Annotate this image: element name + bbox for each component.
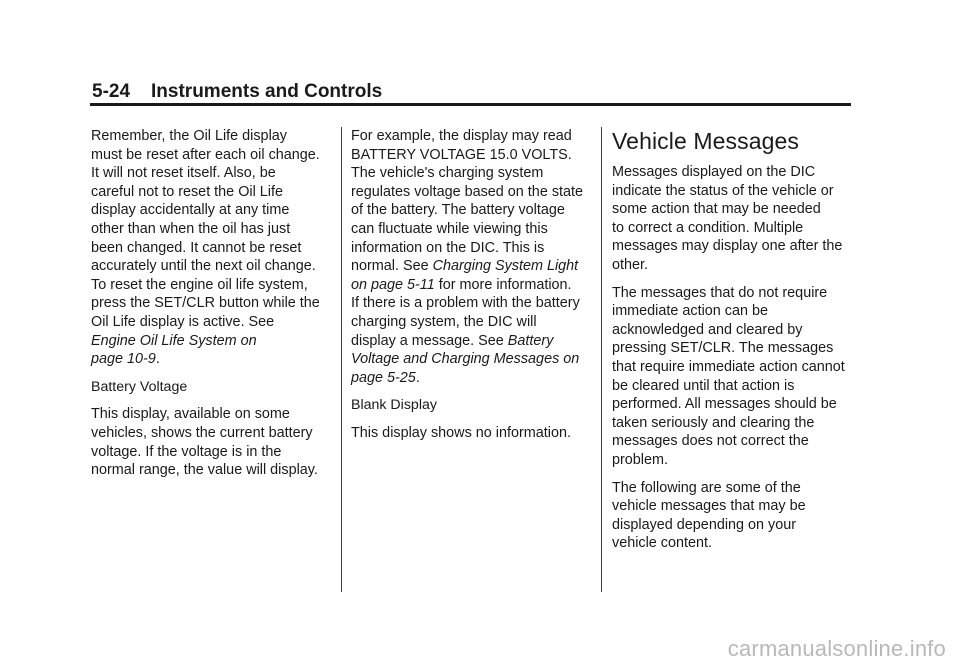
punctuation: .	[415, 369, 420, 386]
text-line: vehicle content.	[612, 535, 712, 552]
text-line: pressing SET/CLR. The messages	[612, 340, 834, 357]
text-line: that require immediate action cannot	[612, 358, 845, 375]
page-header	[92, 81, 382, 103]
cross-reference-link[interactable]: Engine Oil Life System on	[91, 332, 257, 349]
column-2	[351, 127, 591, 452]
watermark: carmanualsonline.info	[727, 636, 946, 661]
cross-reference-link[interactable]: Voltage and Charging Messages on	[351, 351, 580, 368]
column-divider-right	[601, 127, 602, 592]
text-line: regulates voltage based on the state	[351, 183, 584, 200]
text-line: If there is a problem with the battery	[351, 295, 580, 312]
oil-life-reset-paragraph	[91, 127, 331, 369]
text-line: must be reset after each oil change.	[91, 146, 320, 163]
text-segment: for more information.	[434, 276, 572, 293]
messages-list-intro-paragraph	[612, 479, 856, 553]
vehicle-messages-heading: Vehicle Messages	[612, 128, 799, 154]
text-line: other.	[612, 256, 649, 273]
text-line: problem.	[612, 451, 668, 468]
text-line: display accidentally at any time	[91, 202, 290, 219]
text-segment: display a message. See	[351, 332, 508, 349]
text-line: BATTERY VOLTAGE 15.0 VOLTS.	[351, 146, 572, 163]
cross-reference-link[interactable]: page 5-25	[351, 369, 416, 386]
text-line: some action that may be needed	[612, 201, 821, 218]
text-line: displayed depending on your	[612, 516, 797, 533]
text-line: This display shows no information.	[351, 424, 571, 441]
text-line: performed. All messages should be	[612, 396, 837, 413]
text-line: press the SET/CLR button while the	[91, 295, 320, 312]
text-line: messages does not correct the	[612, 433, 809, 450]
text-line: acknowledged and cleared by	[612, 321, 803, 338]
text-line: voltage. If the voltage is in the	[91, 443, 282, 460]
punctuation: .	[155, 351, 160, 368]
text-line: careful not to reset the Oil Life	[91, 183, 283, 200]
text-line: to correct a condition. Multiple	[612, 219, 804, 236]
cross-reference-link[interactable]: page 10-9	[91, 351, 156, 368]
text-line: vehicles, shows the current battery	[91, 424, 313, 441]
text-line: Remember, the Oil Life display	[91, 128, 287, 144]
text-line: taken seriously and clearing the	[612, 414, 815, 431]
text-line: Messages displayed on the DIC	[612, 164, 816, 180]
text-line: indicate the status of the vehicle or	[612, 182, 834, 199]
subheading-blank-display: Blank Display	[351, 397, 437, 414]
blank-display-paragraph	[351, 424, 591, 443]
battery-example-paragraph	[351, 127, 591, 387]
text-line: of the battery. The battery voltage	[351, 202, 565, 219]
text-line: be cleared until that action is	[612, 377, 795, 394]
page-number: 5-24	[92, 81, 131, 102]
text-line: been changed. It cannot be reset	[91, 239, 302, 256]
text-line: The following are some of the	[612, 479, 801, 496]
subheading-battery-voltage: Battery Voltage	[91, 378, 188, 395]
text-line: can fluctuate while viewing this	[351, 220, 548, 237]
cross-reference-link[interactable]: Charging System Light	[432, 258, 579, 275]
messages-intro-paragraph	[612, 163, 856, 275]
text-line: The messages that do not require	[612, 284, 828, 301]
text-line: vehicle messages that may be	[612, 498, 806, 515]
text-segment: normal. See	[351, 258, 433, 275]
text-line: other than when the oil has just	[91, 220, 291, 237]
messages-clearing-paragraph	[612, 284, 856, 470]
text-line: Oil Life display is active. See	[91, 313, 275, 330]
text-line: messages may display one after the	[612, 238, 843, 255]
column-1	[91, 127, 331, 489]
text-line: This display, available on some	[91, 406, 290, 423]
section-title: Instruments and Controls	[151, 81, 383, 102]
column-3	[612, 128, 856, 562]
text-line: immediate action can be	[612, 303, 768, 320]
text-line: normal range, the value will display.	[91, 462, 318, 479]
text-line: The vehicle's charging system	[351, 165, 544, 182]
cross-reference-link[interactable]: on page 5-11	[351, 276, 435, 293]
text-line: For example, the display may read	[351, 128, 572, 144]
text-line: It will not reset itself. Also, be	[91, 165, 276, 182]
text-line: accurately until the next oil change.	[91, 258, 316, 275]
text-line: To reset the engine oil life system,	[91, 276, 308, 293]
cross-reference-link[interactable]: Battery	[507, 332, 554, 349]
battery-voltage-paragraph	[91, 405, 331, 479]
header-rule	[90, 103, 851, 106]
text-line: information on the DIC. This is	[351, 239, 545, 256]
text-line: charging system, the DIC will	[351, 313, 537, 330]
column-divider-left	[341, 127, 342, 592]
